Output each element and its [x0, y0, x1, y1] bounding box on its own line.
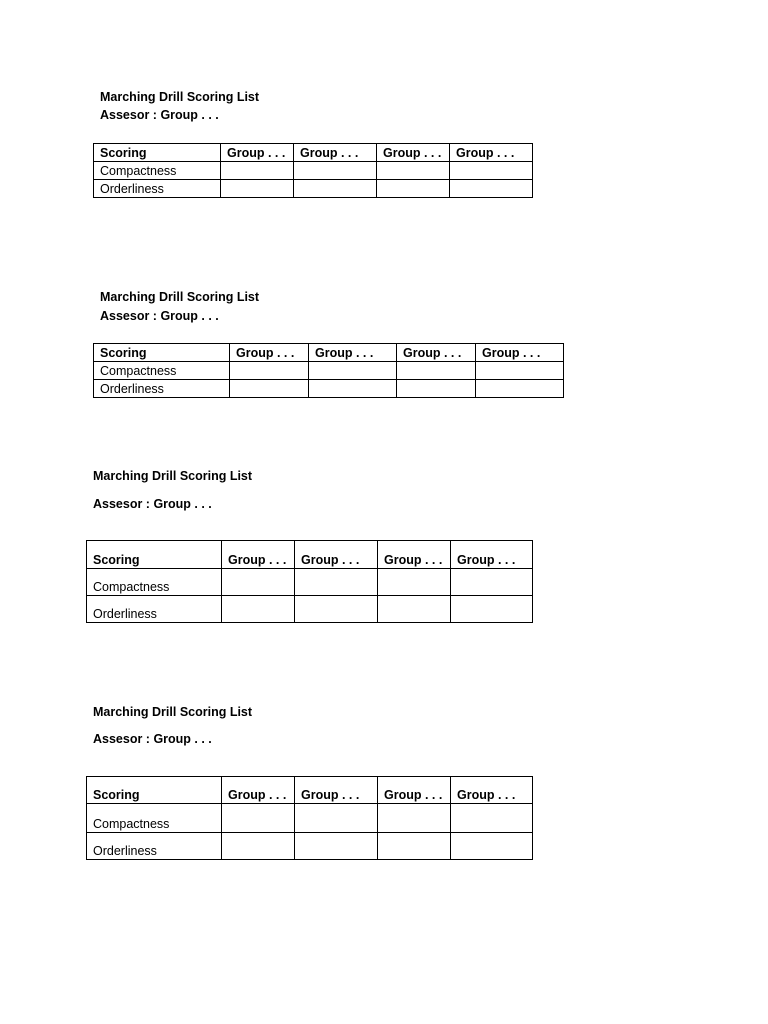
header-group-3: Group . . .	[378, 777, 451, 804]
header-group-3: Group . . .	[397, 344, 476, 362]
score-cell[interactable]	[222, 596, 295, 623]
sheet-title: Marching Drill Scoring List	[100, 290, 260, 304]
score-cell[interactable]	[295, 804, 378, 833]
header-group-2: Group . . .	[295, 777, 378, 804]
score-cell[interactable]	[295, 596, 378, 623]
header-group-1: Group . . .	[222, 777, 295, 804]
header-group-4: Group . . .	[451, 541, 533, 569]
table-row	[87, 833, 533, 860]
score-cell[interactable]	[378, 596, 451, 623]
table-row	[94, 180, 533, 198]
score-cell[interactable]	[309, 380, 397, 398]
score-cell[interactable]	[222, 569, 295, 596]
header-scoring: Scoring	[87, 777, 222, 804]
header-row	[94, 144, 533, 162]
score-cell[interactable]	[309, 362, 397, 380]
score-cell[interactable]	[230, 380, 309, 398]
sheet-title: Marching Drill Scoring List	[93, 469, 253, 483]
row-label-compactness: Compactness	[87, 569, 222, 596]
score-cell[interactable]	[476, 380, 564, 398]
row-label-orderliness: Orderliness	[87, 833, 222, 860]
score-cell[interactable]	[294, 180, 377, 198]
score-cell[interactable]	[222, 833, 295, 860]
row-label-orderliness: Orderliness	[94, 380, 230, 398]
score-cell[interactable]	[378, 833, 451, 860]
score-cell[interactable]	[397, 380, 476, 398]
header-scoring: Scoring	[87, 541, 222, 569]
score-cell[interactable]	[377, 180, 450, 198]
score-cell[interactable]	[451, 569, 533, 596]
header-group-3: Group . . .	[377, 144, 450, 162]
row-label-compactness: Compactness	[94, 162, 221, 180]
table-row	[94, 162, 533, 180]
header-group-1: Group . . .	[230, 344, 309, 362]
score-cell[interactable]	[451, 833, 533, 860]
score-cell[interactable]	[450, 180, 533, 198]
table-row	[87, 569, 533, 596]
assessor-label: Assesor : Group . . .	[100, 309, 219, 323]
header-group-2: Group . . .	[295, 541, 378, 569]
score-cell[interactable]	[378, 804, 451, 833]
score-cell[interactable]	[476, 362, 564, 380]
header-group-2: Group . . .	[309, 344, 397, 362]
scoring-table	[93, 343, 564, 398]
header-row	[87, 541, 533, 569]
header-scoring: Scoring	[94, 144, 221, 162]
score-cell[interactable]	[221, 162, 294, 180]
row-label-compactness: Compactness	[87, 804, 222, 833]
table-row	[87, 804, 533, 833]
table-row	[94, 362, 564, 380]
header-row	[87, 777, 533, 804]
header-group-4: Group . . .	[450, 144, 533, 162]
assessor-label: Assesor : Group . . .	[93, 497, 212, 511]
score-cell[interactable]	[451, 804, 533, 833]
header-group-1: Group . . .	[222, 541, 295, 569]
sheet-title: Marching Drill Scoring List	[93, 705, 253, 719]
header-group-2: Group . . .	[294, 144, 377, 162]
row-label-orderliness: Orderliness	[94, 180, 221, 198]
table-row	[87, 596, 533, 623]
scoring-table	[86, 776, 533, 860]
score-cell[interactable]	[230, 362, 309, 380]
row-label-compactness: Compactness	[94, 362, 230, 380]
score-cell[interactable]	[295, 569, 378, 596]
score-cell[interactable]	[397, 362, 476, 380]
score-cell[interactable]	[377, 162, 450, 180]
score-cell[interactable]	[450, 162, 533, 180]
header-group-4: Group . . .	[476, 344, 564, 362]
score-cell[interactable]	[221, 180, 294, 198]
score-cell[interactable]	[222, 804, 295, 833]
header-row	[94, 344, 564, 362]
score-cell[interactable]	[451, 596, 533, 623]
table-row	[94, 380, 564, 398]
header-group-3: Group . . .	[378, 541, 451, 569]
header-scoring: Scoring	[94, 344, 230, 362]
assessor-label: Assesor : Group . . .	[100, 108, 219, 122]
sheet-title: Marching Drill Scoring List	[100, 90, 260, 104]
scoring-table	[93, 143, 533, 198]
header-group-4: Group . . .	[451, 777, 533, 804]
scoring-table	[86, 540, 533, 623]
score-cell[interactable]	[294, 162, 377, 180]
score-cell[interactable]	[295, 833, 378, 860]
row-label-orderliness: Orderliness	[87, 596, 222, 623]
score-cell[interactable]	[378, 569, 451, 596]
header-group-1: Group . . .	[221, 144, 294, 162]
assessor-label: Assesor : Group . . .	[93, 732, 212, 746]
